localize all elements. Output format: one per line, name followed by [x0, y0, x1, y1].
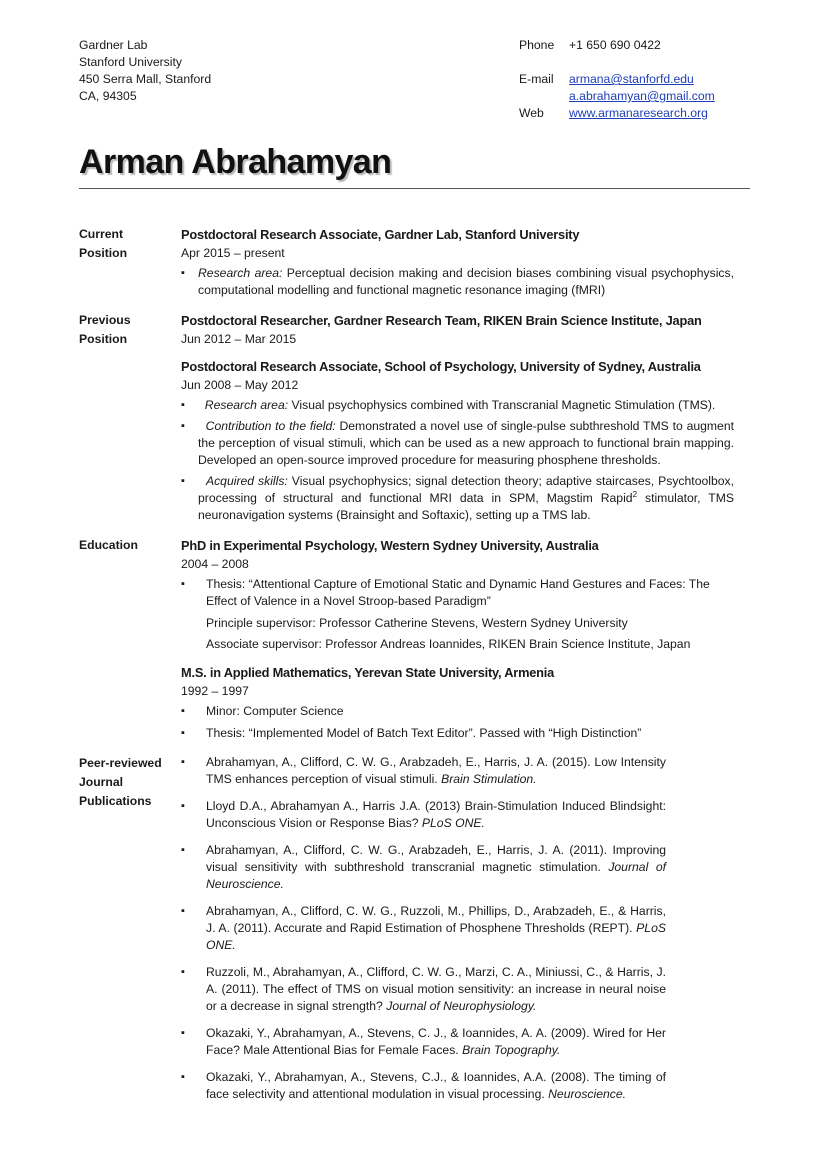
- list-item: ▪ Contribution to the field: Demonstrated a novel use of single-pulse subthreshold TMS to augment the perception of visual stimuli, which can be used as a new approach to functional brain mapping. Developed an open-source improved procedure for measuring phosphene thresholds.: [181, 418, 734, 469]
- list-item: ▪ Research area: Visual psychophysics combined with Transcranial Magnetic Stimulation (TMS).: [181, 397, 734, 414]
- publication-item: ▪ Abrahamyan, A., Clifford, C. W. G., Ruzzoli, M., Phillips, D., Arabzadeh, E., & Harris, J. A. (2011). Accurate and Rapid Estimation of Phosphene Thresholds (REPT). PLoS ONE.: [181, 903, 666, 954]
- email-link-secondary[interactable]: a.abrahamyan@gmail.com: [569, 89, 715, 103]
- address-line: CA, 94305: [79, 89, 137, 103]
- list-item: ▪ Minor: Computer Science: [181, 703, 734, 720]
- entry-date: 2004 – 2008: [181, 557, 249, 571]
- entry-date: 1992 – 1997: [181, 684, 249, 698]
- phone-label: Phone: [519, 38, 555, 52]
- section-current-position: [79, 225, 734, 303]
- cv-sections: [79, 225, 734, 1113]
- entry-date: Jun 2012 – Mar 2015: [181, 332, 297, 346]
- list-item: ▪ Thesis: “Attentional Capture of Emotional Static and Dynamic Hand Gestures and Faces: The Effect of Valence in a Novel Stroop-based Paradigm”: [181, 576, 734, 610]
- entry-date: Apr 2015 – present: [181, 246, 285, 260]
- publication-item: ▪ Abrahamyan, A., Clifford, C. W. G., Arabzadeh, E., Harris, J. A. (2011). Improving visual sensitivity with subthreshold transcranial magnetic stimulation. Journal of Neuroscience.: [181, 842, 666, 893]
- section-label: Current Position: [79, 227, 128, 260]
- email-link-primary[interactable]: armana@stanforfd.edu: [569, 72, 694, 86]
- list-item: ▪ Acquired skills: Visual psychophysics; signal detection theory; adaptive staircases, Psychtoolbox, processing of structural and functional MRI data in SPM, Magstim Rapid$^2$ stimulator, TMS neuronavigation systems (Brainsight and Softaxic), setting up a TMS lab.: [181, 473, 734, 524]
- entry-title: Postdoctoral Researcher, Gardner Research Team, RIKEN Brain Science Institute, Japan: [181, 313, 702, 328]
- contact-block: [519, 37, 715, 122]
- entry-title: Postdoctoral Research Associate, Gardner Lab, Stanford University: [181, 227, 580, 242]
- publication-item: ▪ Lloyd D.A., Abrahamyan A., Harris J.A. (2013) Brain-Stimulation Induced Blindsight: Unconscious Vision or Response Bias? PLoS ONE.: [181, 798, 666, 832]
- publication-item: ▪ Ruzzoli, M., Abrahamyan, A., Clifford, C. W. G., Marzi, C. A., Miniussi, C., & Harris, J. A. (2011). The effect of TMS on visual motion sensitivity: an increase in neural noise or a decrease in signal strength? Journal of Neurophysiology.: [181, 964, 666, 1015]
- entry-title: M.S. in Applied Mathematics, Yerevan State University, Armenia: [181, 665, 555, 680]
- email-label: E-mail: [519, 72, 554, 86]
- supervisor-line: Associate supervisor: Professor Andreas Ioannides, RIKEN Brain Science Institute, Japan: [206, 637, 691, 651]
- address-line: Gardner Lab: [79, 38, 148, 52]
- publication-item: ▪ Abrahamyan, A., Clifford, C. W. G., Arabzadeh, E., Harris, J. A. (2015). Low Intensity TMS enhances perception of visual stimuli. Brain Stimulation.: [181, 754, 666, 788]
- phone-number: +1 650 690 0422: [569, 38, 661, 52]
- web-label: Web: [519, 106, 544, 120]
- section-label: Peer-reviewed Journal Publications: [79, 756, 162, 808]
- section-previous-position: [79, 311, 734, 528]
- section-education: [79, 536, 734, 746]
- page-title: Arman Abrahamyan: [79, 143, 392, 181]
- list-item: ▪ Research area: Perceptual decision making and decision biases combining visual psychophysics, computational modelling and functional magnetic resonance imaging (fMRI): [181, 265, 734, 299]
- website-link[interactable]: www.armanaresearch.org: [569, 106, 708, 120]
- entry-date: Jun 2008 – May 2012: [181, 378, 299, 392]
- entry-title: PhD in Experimental Psychology, Western Sydney University, Australia: [181, 538, 599, 553]
- address-line: Stanford University: [79, 55, 182, 69]
- list-item: ▪ Thesis: “Implemented Model of Batch Text Editor”. Passed with “High Distinction”: [181, 725, 734, 742]
- supervisor-line: Principle supervisor: Professor Catherine Stevens, Western Sydney University: [206, 616, 628, 630]
- section-label: Previous Position: [79, 313, 131, 346]
- publication-item: ▪ Okazaki, Y., Abrahamyan, A., Stevens, C. J., & Ioannides, A. A. (2009). Wired for Her Face? Male Attentional Bias for Female Faces. Brain Topography.: [181, 1025, 666, 1059]
- publication-item: ▪ Okazaki, Y., Abrahamyan, A., Stevens, C.J., & Ioannides, A.A. (2008). The timing of face selectivity and attentional modulation in visual processing. Neuroscience.: [181, 1069, 666, 1103]
- header-divider: [79, 188, 750, 189]
- section-label: Education: [79, 538, 138, 552]
- address-block: [79, 37, 211, 105]
- entry-title: Postdoctoral Research Associate, School of Psychology, University of Sydney, Australia: [181, 359, 701, 374]
- section-publications: [79, 754, 734, 1113]
- address-line: 450 Serra Mall, Stanford: [79, 72, 212, 86]
